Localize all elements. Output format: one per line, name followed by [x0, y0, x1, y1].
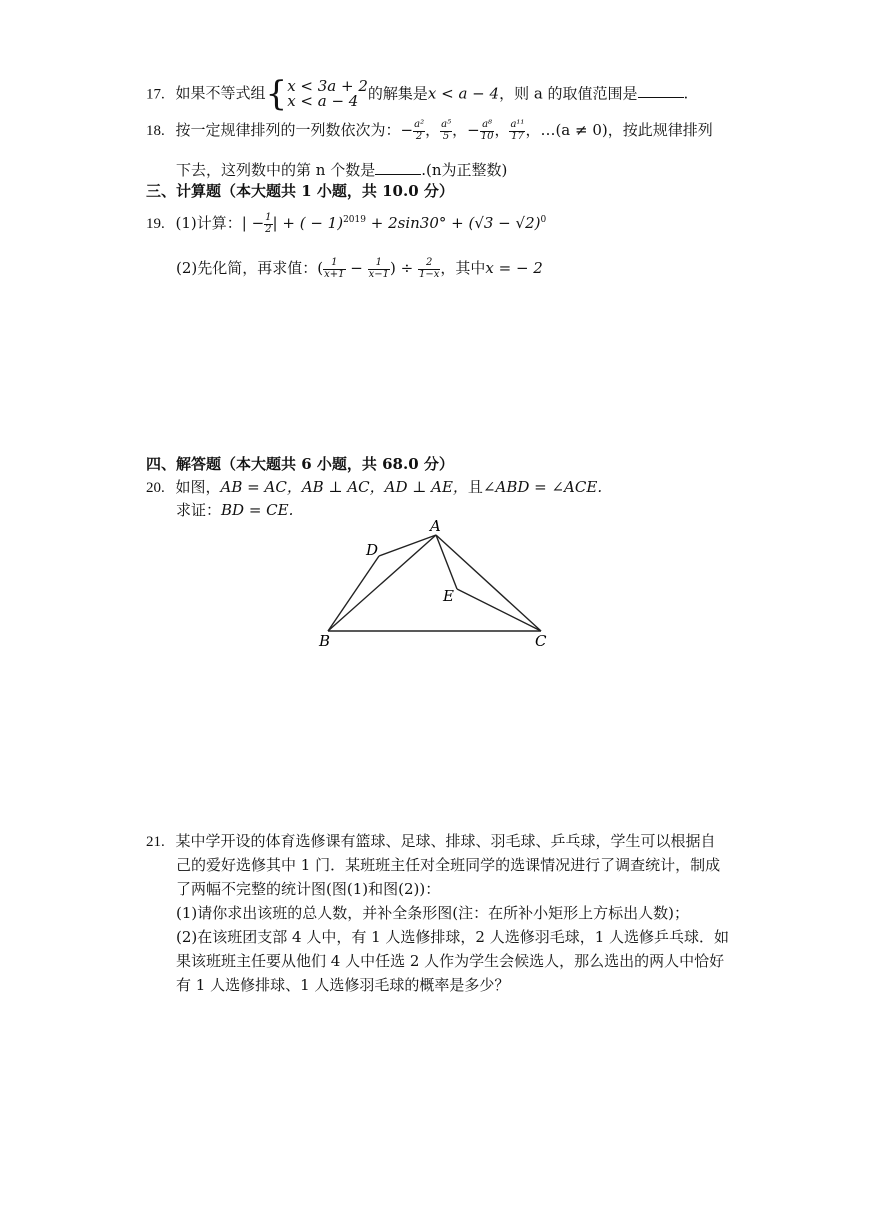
q18-term-3	[467, 119, 494, 142]
q17-text-mid: 的解集是	[367, 84, 428, 103]
q19-exponent-0: 0	[540, 215, 547, 225]
q21-line-4: (1)请你求出该班的总人数，并补全条形图(注：在所补小矩形上方标出人数)；	[176, 904, 689, 922]
section-3-heading: 三、计算题（本大题共 1 小题，共 10.0 分）	[146, 182, 454, 200]
q18-term-2-num: a⁵	[441, 119, 452, 130]
q18-sep: ，	[452, 121, 468, 139]
q19-expr-a: | + ( − 1)	[272, 214, 344, 232]
q17-end: .	[683, 84, 689, 103]
q21-line-5: (2)在该班团支部 4 人中，有 1 人选修排球，2 人选修羽毛球，1 人选修乒乓球．如	[176, 928, 730, 946]
q20-line1-mid: 且	[467, 478, 483, 496]
q18-term-1-frac	[413, 120, 425, 142]
q18-term-1-den: 2	[415, 130, 423, 142]
q19-abs-open: | −	[241, 214, 265, 232]
q19-divide: ) ÷	[390, 259, 418, 277]
q17-system	[287, 76, 368, 111]
q18-term-4-den: 17	[511, 130, 524, 142]
q17-text-post: ，则 a 的取值范围是	[499, 84, 638, 103]
q19-part2	[176, 258, 543, 280]
q19-part2-label: (2)先化简，再求值：(	[176, 259, 324, 277]
q18-term-2-frac	[440, 120, 452, 142]
segment-CE	[457, 589, 541, 631]
q19-frac-3-num: 2	[418, 258, 440, 270]
label-B: B	[319, 632, 331, 650]
q18-term-4-frac	[509, 120, 525, 142]
q17-number: 17.	[146, 86, 165, 103]
q18-term-1-sign: −	[400, 121, 414, 139]
q18-term-1	[400, 119, 426, 142]
q17-brace: {	[265, 74, 288, 114]
q19-frac-1	[323, 258, 345, 280]
q19-part2-condition: x = − 2	[485, 259, 543, 277]
q17-solution: x < a − 4	[427, 84, 500, 103]
q20-line1-math2: ∠ABD = ∠ACE.	[482, 478, 603, 496]
q19-minus: −	[345, 259, 368, 277]
segment-AD	[379, 535, 436, 556]
q19-number: 19.	[146, 216, 165, 232]
q20-line2-math: BD = CE.	[221, 501, 294, 519]
q18-sep: ，	[525, 121, 541, 139]
q18-answer-blank	[375, 160, 421, 175]
segment-BD	[328, 556, 379, 631]
q20-line2-pre: 求证：	[176, 501, 222, 519]
q17-text-pre: 如果不等式组	[175, 84, 266, 103]
q18-term-4-num: a¹¹	[510, 119, 525, 130]
q21-line-7: 有 1 人选修排球、1 人选修羽毛球的概率是多少？	[176, 976, 510, 994]
q18-term-4	[509, 119, 525, 142]
q18-sep: ，	[425, 121, 441, 139]
q21-line-1	[146, 832, 716, 851]
q19-part2-tail: ，其中	[440, 259, 486, 277]
q21-line-2: 己的爱好选修其中 1 门．某班班主任对全班同学的选课情况进行了调查统计，制成	[176, 856, 721, 874]
q18-line1	[146, 120, 713, 142]
q19-frac-2-num: 1	[368, 258, 390, 270]
q18-number: 18.	[146, 123, 165, 139]
q17-row2: x < a − 4	[287, 92, 359, 111]
q20-number: 20.	[146, 480, 165, 496]
section-4-heading: 四、解答题（本大题共 6 小题，共 68.0 分）	[146, 455, 454, 473]
q18-term-3-den: 10	[480, 130, 494, 142]
label-E: E	[443, 587, 454, 605]
q18-line2-post: .(n为正整数)	[421, 161, 508, 179]
q17	[146, 74, 688, 115]
label-A: A	[430, 517, 441, 535]
q21-line-3: 了两幅不完整的统计图(图(1)和图(2))：	[176, 880, 441, 898]
q19-frac-3	[418, 258, 440, 280]
q19-part1-label: (1)计算：	[175, 214, 242, 232]
segment-AE	[436, 535, 457, 589]
q18-term-3-frac	[480, 120, 495, 142]
q19-frac-1-den: x+1	[324, 268, 345, 280]
q18-sep: ，	[494, 121, 510, 139]
segment-AB	[328, 535, 436, 631]
q19-frac-1-num: 1	[323, 258, 345, 270]
q19-half-den: 2	[265, 223, 272, 235]
q19-part1	[146, 213, 546, 235]
q19-half-num: 1	[265, 212, 272, 223]
q18-term-3-sign: −	[467, 121, 480, 139]
q19-frac-2	[368, 258, 390, 280]
q21-text-1: 某中学开设的体育选修课有篮球、足球、排球、羽毛球、乒乓球，学生可以根据自	[175, 832, 716, 850]
q20-line1-math: AB = AC，AB ⊥ AC，AD ⊥ AE，	[220, 478, 468, 496]
q19-exponent-2019: 2019	[343, 215, 366, 225]
q18-term-1-num: a²	[414, 119, 425, 130]
q18-tail: …(a ≠ 0)，按此规律排列	[540, 121, 713, 139]
label-D: D	[366, 541, 379, 559]
q17-row1: x < 3a + 2	[287, 76, 368, 95]
segment-AC	[436, 535, 541, 631]
q20-line2	[176, 501, 293, 519]
q18-text-pre: 按一定规律排列的一列数依次为：	[175, 121, 401, 139]
q18-term-2-den: 5	[442, 130, 450, 142]
q19-half	[264, 213, 272, 235]
q19-frac-2-den: x−1	[368, 268, 389, 280]
q17-answer-blank	[638, 83, 684, 98]
q18-line2-pre: 下去，这列数中的第 n 个数是	[176, 161, 376, 179]
q20-line1-pre: 如图，	[175, 478, 221, 496]
q21-line-6: 果该班班主任要从他们 4 人中任选 2 人作为学生会候选人，那么选出的两人中恰好	[176, 952, 725, 970]
q18-term-2	[440, 119, 452, 142]
q20-line1	[146, 478, 602, 497]
q19-expr-b: + 2sin30° + (√3 − √2)	[365, 214, 541, 232]
label-C: C	[535, 632, 547, 650]
q18-line2	[176, 160, 507, 179]
q18-term-3-num: a⁸	[480, 120, 495, 132]
q21-number: 21.	[146, 834, 165, 850]
q19-frac-3-den: 1−x	[418, 268, 440, 280]
